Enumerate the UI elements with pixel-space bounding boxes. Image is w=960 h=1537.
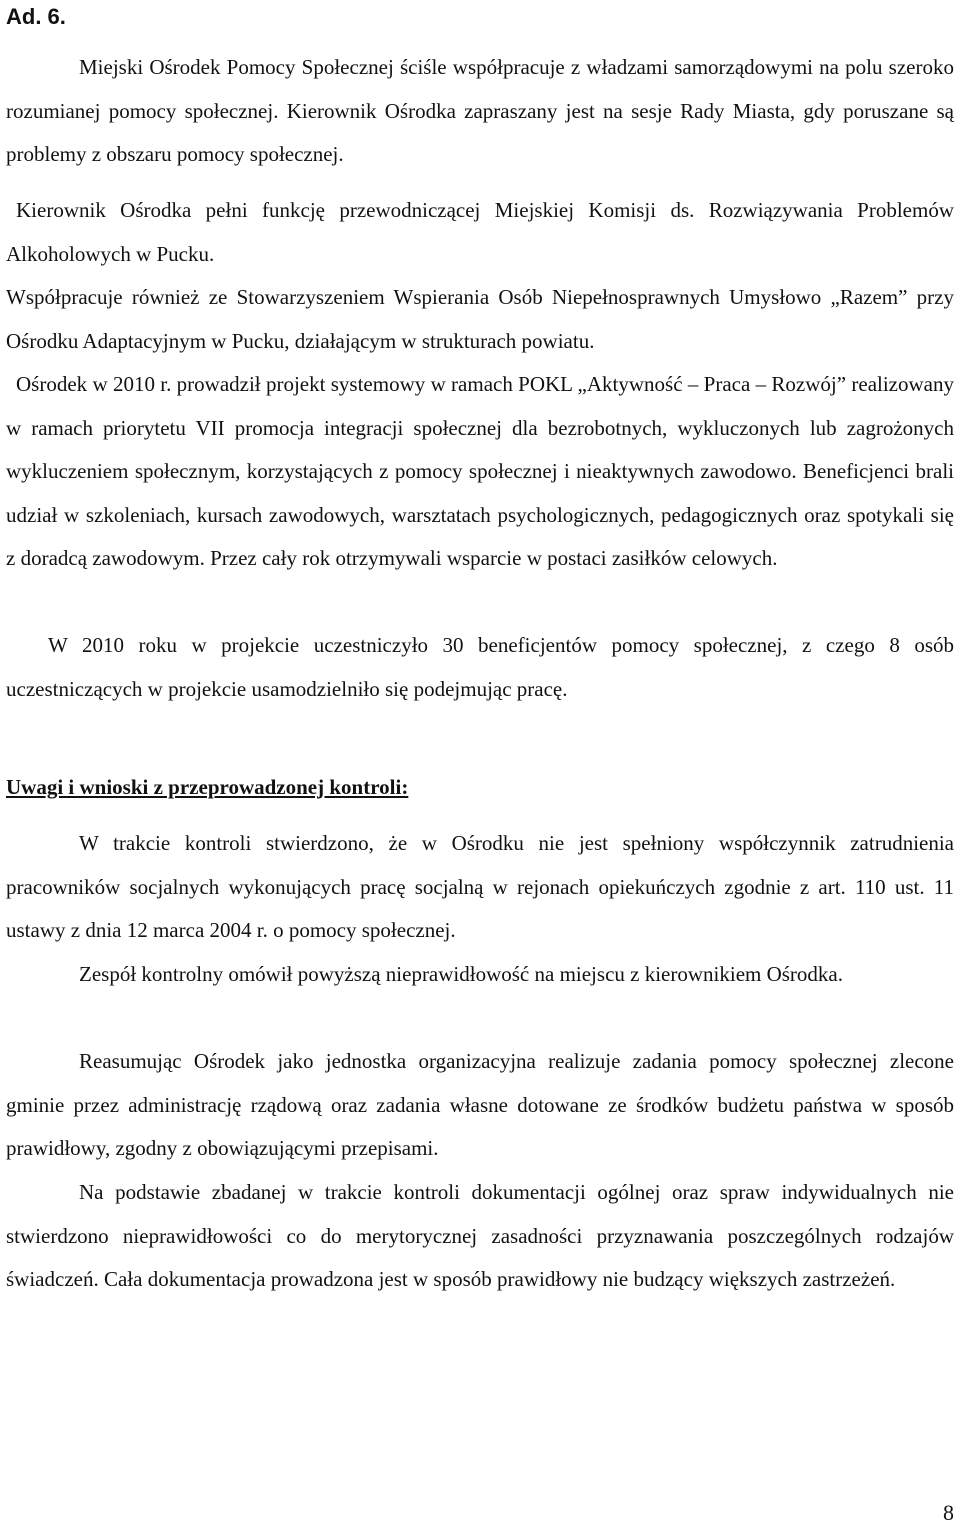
paragraph-documentation: Na podstawie zbadanej w trakcie kontroli dokumentacji ogólnej oraz spraw indywidualnych nie stwierdzono nieprawidłowości co do merytorycznej zasadności przyznawania poszczególnych rodzajów świadczeń. Cała dokumentacja prowadzona jest w sposób prawidłowy nie budzący większych zastrzeżeń.	[6, 1180, 954, 1291]
paragraph-association: Współpracuje również ze Stowarzyszeniem Wspierania Osób Niepełnosprawnych Umysłowo „Razem” przy Ośrodku Adaptacyjnym w Pucku, działającym w strukturach powiatu.	[6, 285, 954, 353]
section-title: Ad. 6.	[6, 4, 66, 29]
paragraph-summary: Reasumując Ośrodek jako jednostka organizacyjna realizuje zadania pomocy społecznej zlecone gminie przez administrację rządową oraz zadania własne dotowane ze środków budżetu państwa w sposób prawidłowy, zgodny z obowiązującymi przepisami.	[6, 1049, 954, 1160]
paragraph-discussion: Zespół kontrolny omówił powyższą nieprawidłowość na miejscu z kierownikiem Ośrodka.	[79, 962, 843, 986]
paragraph-cooperation: Miejski Ośrodek Pomocy Społecznej ściśle współpracuje z władzami samorządowymi na polu szeroko rozumianej pomocy społecznej. Kierownik Ośrodka zapraszany jest na sesje Rady Miasta, gdy poruszane są problemy z obszaru pomocy społecznej.	[6, 55, 954, 166]
paragraph-finding: W trakcie kontroli stwierdzono, że w Ośrodku nie jest spełniony współczynnik zatrudnienia pracowników socjalnych wykonujących pracę socjalną w rejonach opiekuńczych zgodnie z art. 110 ust. 11 ustawy z dnia 12 marca 2004 r. o pomocy społecznej.	[6, 831, 954, 942]
page-number: 8	[943, 1500, 954, 1525]
paragraph-beneficiaries: W 2010 roku w projekcie uczestniczyło 30 beneficjentów pomocy społecznej, z czego 8 osób uczestniczących w projekcie usamodzielniło się podejmując pracę.	[6, 633, 954, 701]
paragraph-commission: Kierownik Ośrodka pełni funkcję przewodniczącej Miejskiej Komisji ds. Rozwiązywania Problemów Alkoholowych w Pucku.	[6, 198, 954, 266]
paragraph-project: Ośrodek w 2010 r. prowadził projekt systemowy w ramach POKL „Aktywność – Praca – Rozwój” realizowany w ramach priorytetu VII promocja integracji społecznej dla bezrobotnych, wykluczonych lub zagrożonych wykluczeniem społecznym, korzystających z pomocy społecznej i nieaktywnych zawodowo. Beneficjenci brali udział w szkoleniach, kursach zawodowych, warsztatach psychologicznych, pedagogicznych oraz spotykali się z doradcą zawodowym. Przez cały rok otrzymywali wsparcie w postaci zasiłków celowych.	[6, 372, 954, 570]
conclusions-heading: Uwagi i wnioski z przeprowadzonej kontroli:	[6, 775, 409, 799]
